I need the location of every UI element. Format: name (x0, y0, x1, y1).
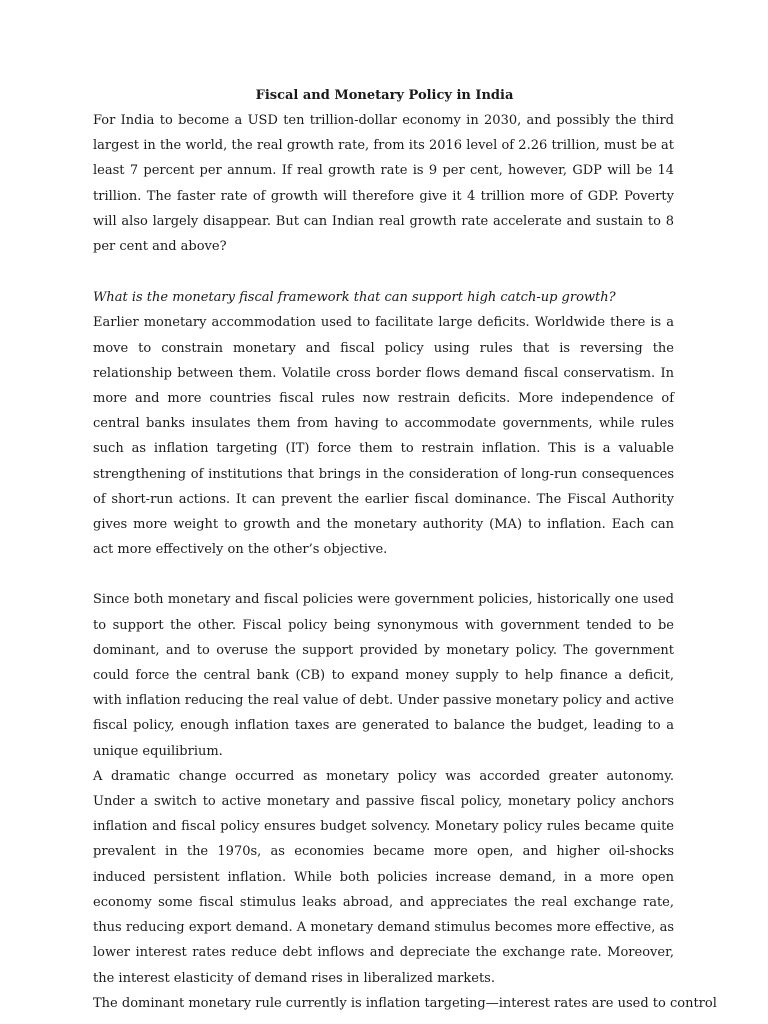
paragraph-gap (93, 562, 674, 587)
section-question: What is the monetary fiscal framework that can support high catch-up growth? (93, 290, 616, 306)
paragraph-history: Since both monetary and fiscal policies were government policies, historically one used to support the other. Fiscal policy being synonymous with government tended to be dominant, and to overuse the support provided by monetary policy. The government could force the central bank (CB) to expand money supply to help finance a deficit, with inflation reducing the real value of debt. Under passive monetary policy and active fiscal policy, enough inflation taxes are generated to balance the budget, leading to a unique equilibrium. (93, 592, 674, 759)
intro-paragraph: For India to become a USD ten trillion-dollar economy in 2030, and possibly the third largest in the world, the real growth rate, from its 2016 level of 2.26 trillion, must be at least 7 percent per annum. If real growth rate is 9 per cent, however, GDP will be 14 trillion. The faster rate of growth will therefore give it 4 trillion more of GDP. Poverty will also largely disappear. But can Indian real growth rate accelerate and sustain to 8 per cent and above? (93, 113, 674, 255)
paragraph-gap (93, 259, 674, 285)
document-title: Fiscal and Monetary Policy in India (255, 88, 514, 103)
paragraph-inflation-targeting: The dominant monetary rule currently is inflation targeting—interest rates are used to control (93, 995, 717, 1011)
document-page (93, 83, 717, 1016)
paragraph-framework: Earlier monetary accommodation used to facilitate large deficits. Worldwide there is a move to constrain monetary and fiscal policy using rules that is reversing the relationship between them. Volatile cross border flows demand fiscal conservatism. In more and more countries fiscal rules now restrain deficits. More independence of central banks insulates them from having to accommodate governments, while rules such as inflation targeting (IT) force them to restrain inflation. This is a valuable strengthening of institutions that brings in the consideration of long-run consequences of short-run actions. It can prevent the earlier fiscal dominance. The Fiscal Authority gives more weight to growth and the monetary authority (MA) to inflation. Each can act more effectively on the other’s objective. (93, 315, 674, 558)
paragraph-autonomy: A dramatic change occurred as monetary policy was accorded greater autonomy. Under a switch to active monetary and passive fiscal policy, monetary policy anchors inflation and fiscal policy ensures budget solvency. Monetary policy rules became quite prevalent in the 1970s, as economies became more open, and higher oil-shocks induced persistent inflation. While both policies increase demand, in a more open economy some fiscal stimulus leaks abroad, and appreciates the real exchange rate, thus reducing export demand. A monetary demand stimulus becomes more effective, as lower interest rates reduce debt inflows and depreciate the exchange rate. Moreover, the interest elasticity of demand rises in liberalized markets. (93, 768, 674, 986)
